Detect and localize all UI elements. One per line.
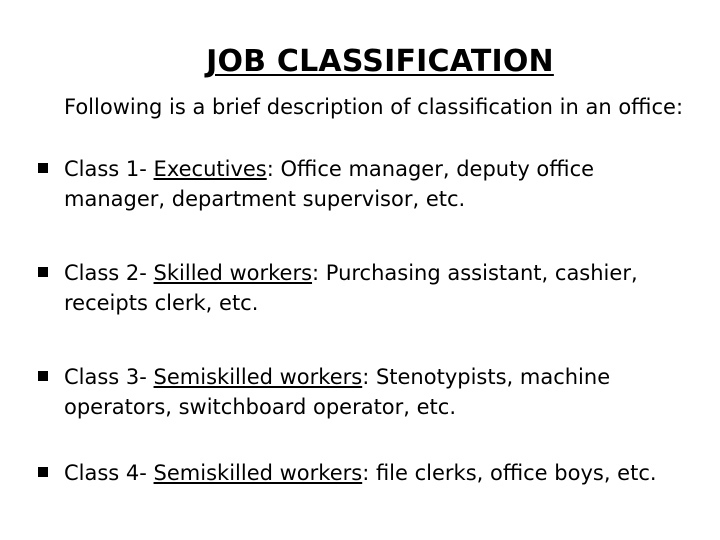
class-term: Semiskilled workers (153, 461, 363, 485)
list-item-class-4 (64, 458, 684, 488)
list-item-class-1 (64, 154, 684, 214)
class-description: : Office manager, deputy office manager, department supervisor, etc. (64, 157, 595, 211)
square-bullet-icon (38, 163, 48, 173)
class-term: Executives (153, 157, 267, 181)
square-bullet-icon (38, 371, 48, 381)
square-bullet-icon (38, 467, 48, 477)
square-bullet-icon (38, 267, 48, 277)
class-prefix: Class 1- (64, 157, 154, 181)
slide-title: JOB CLASSIFICATION (206, 44, 554, 79)
list-item-class-3 (64, 362, 684, 422)
class-description: : Purchasing assistant, cashier, receipts clerk, etc. (64, 261, 638, 315)
class-description: : Stenotypists, machine operators, switchboard operator, etc. (64, 365, 611, 419)
class-prefix: Class 3- (64, 365, 154, 389)
class-prefix: Class 2- (64, 261, 154, 285)
class-description: : file clerks, office boys, etc. (362, 461, 657, 485)
list-item-class-2 (64, 258, 684, 318)
class-term: Skilled workers (153, 261, 313, 285)
intro-text: Following is a brief description of classification in an office: (64, 95, 684, 119)
class-prefix: Class 4- (64, 461, 154, 485)
class-term: Semiskilled workers (153, 365, 363, 389)
